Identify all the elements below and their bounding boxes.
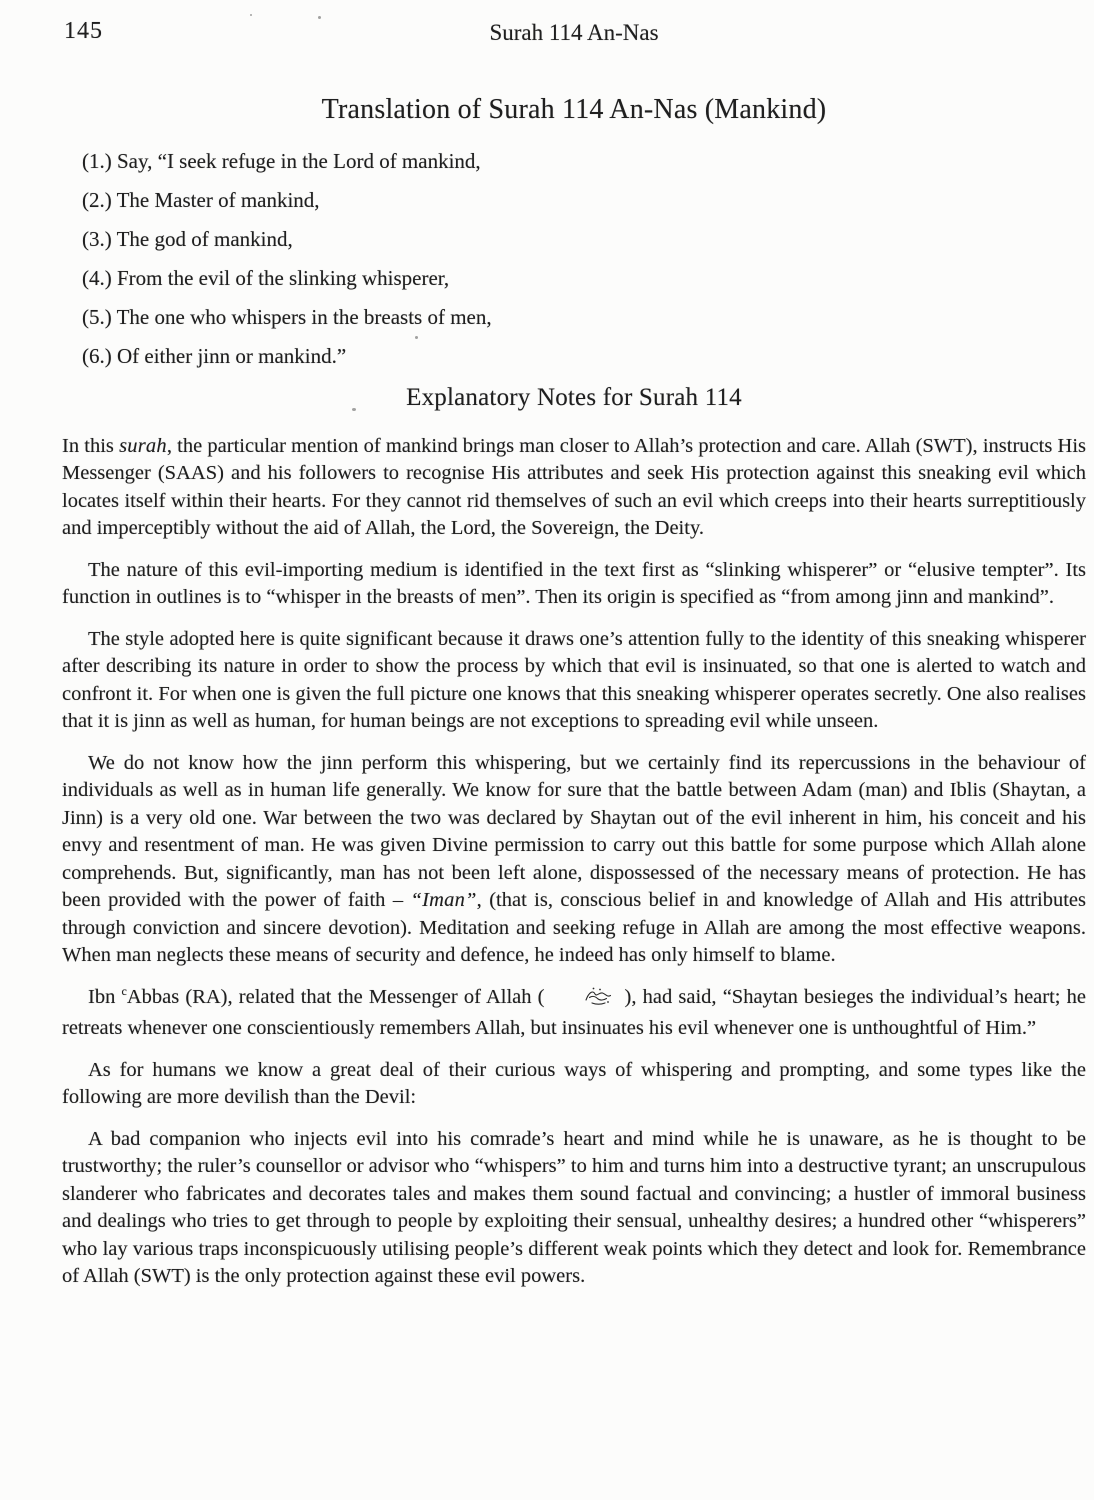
notes-paragraph: The style adopted here is quite significant because it draws one’s attention fully to the identity of this sneaking whisperer after describing its nature in order to show the process by which that evil is insinuated, so that one is alerted to watch and confront it. For when one is given the full picture one knows that this sneaking whisperer operates secretly. One also realises that it is jinn as well as human, for human beings are not exceptions to spreading evil while unseen. xyxy=(62,627,1086,733)
notes-paragraphs xyxy=(62,433,1086,1291)
page-number: 145 xyxy=(64,18,103,44)
notes-paragraph: Ibn $^c$Abbas (RA), related that the Messenger of Allah ( ), had said, “Shaytan besieges the individual’s heart; he retreats whenever one conscientiously remembers Allah, but insinuates his evil whenever one is unthoughtful of Him.” xyxy=(62,983,1087,1040)
page-header xyxy=(62,0,1086,50)
verse-list xyxy=(82,150,1086,367)
verse-line: (5.) The one who whispers in the breasts of men, xyxy=(82,305,492,329)
scan-speck xyxy=(415,336,418,339)
explanatory-notes-title: Explanatory Notes for Surah 114 xyxy=(406,384,742,411)
translation-title: Translation of Surah 114 An-Nas (Mankind) xyxy=(321,94,827,125)
scan-speck xyxy=(352,408,356,411)
verse-line: (2.) The Master of mankind, xyxy=(82,188,320,212)
verse-line: (6.) Of either jinn or mankind.” xyxy=(82,344,347,368)
notes-paragraph: In this surah, the particular mention of mankind brings man closer to Allah’s protection and care. Allah (SWT), instructs His Messenger (SAAS) and his followers to recognise His attributes and seek His protection against this sneaking evil which locates itself within their hearts. For they cannot rid themselves of such an evil which creeps into their hearts surreptitiously and imperceptibly without the aid of Allah, the Lord, the Sovereign, the Deity. xyxy=(62,434,1086,540)
prophet-honorific-calligraphy-icon xyxy=(557,985,613,1016)
verse-line: (4.) From the evil of the slinking whisperer, xyxy=(82,266,450,290)
verse-line: (3.) The god of mankind, xyxy=(82,227,293,251)
verse-line: (1.) Say, “I seek refuge in the Lord of mankind, xyxy=(82,149,481,173)
notes-paragraph: A bad companion who injects evil into his comrade’s heart and mind while he is unaware, as he is thought to be trustworthy; the ruler’s counsellor or advisor who “whispers” to him and turns him into a destructive tyrant; an unscrupulous slanderer who fabricates and decorates tales and makes them sound factual and convincing; a hustler of immoral business and dealings who tries to get through to people by exploiting their sensual, unhealthy desires; a hundred other “whisperers” who lay various traps inconspicuously utilising people’s different weak points which they detect and look for. Remembrance of Allah (SWT) is the only protection against these evil powers. xyxy=(62,1127,1086,1288)
running-header: Surah 114 An-Nas xyxy=(489,20,659,45)
notes-paragraph: As for humans we know a great deal of their curious ways of whispering and prompting, and some types like the following are more devilish than the Devil: xyxy=(62,1058,1086,1109)
notes-paragraph: We do not know how the jinn perform this whispering, but we certainly find its repercussions in the behaviour of individuals as well as in human life generally. We know for sure that the battle between Adam (man) and Iblis (Shaytan, a Jinn) is a very old one. War between the two was declared by Shaytan out of the evil inherent in him, his conceit and his envy and resentment of man. He was given Divine permission to carry out this battle for some purpose which Allah alone comprehends. But, significantly, man has not been left alone, dispossessed of the necessary means of protection. He has been provided with the power of faith – “Iman”, (that is, conscious belief in and knowledge of Allah and His attributes through conviction and sincere devotion). Meditation and seeking refuge in Allah are among the most effective weapons. When man neglects these means of security and defence, he indeed has only himself to blame. xyxy=(62,751,1086,967)
notes-paragraph: The nature of this evil-importing medium is identified in the text first as “slinking whisperer” or “elusive tempter”. Its function in outlines is to “whisper in the breasts of men”. Then its origin is specified as “from among jinn and mankind”. xyxy=(62,558,1086,609)
